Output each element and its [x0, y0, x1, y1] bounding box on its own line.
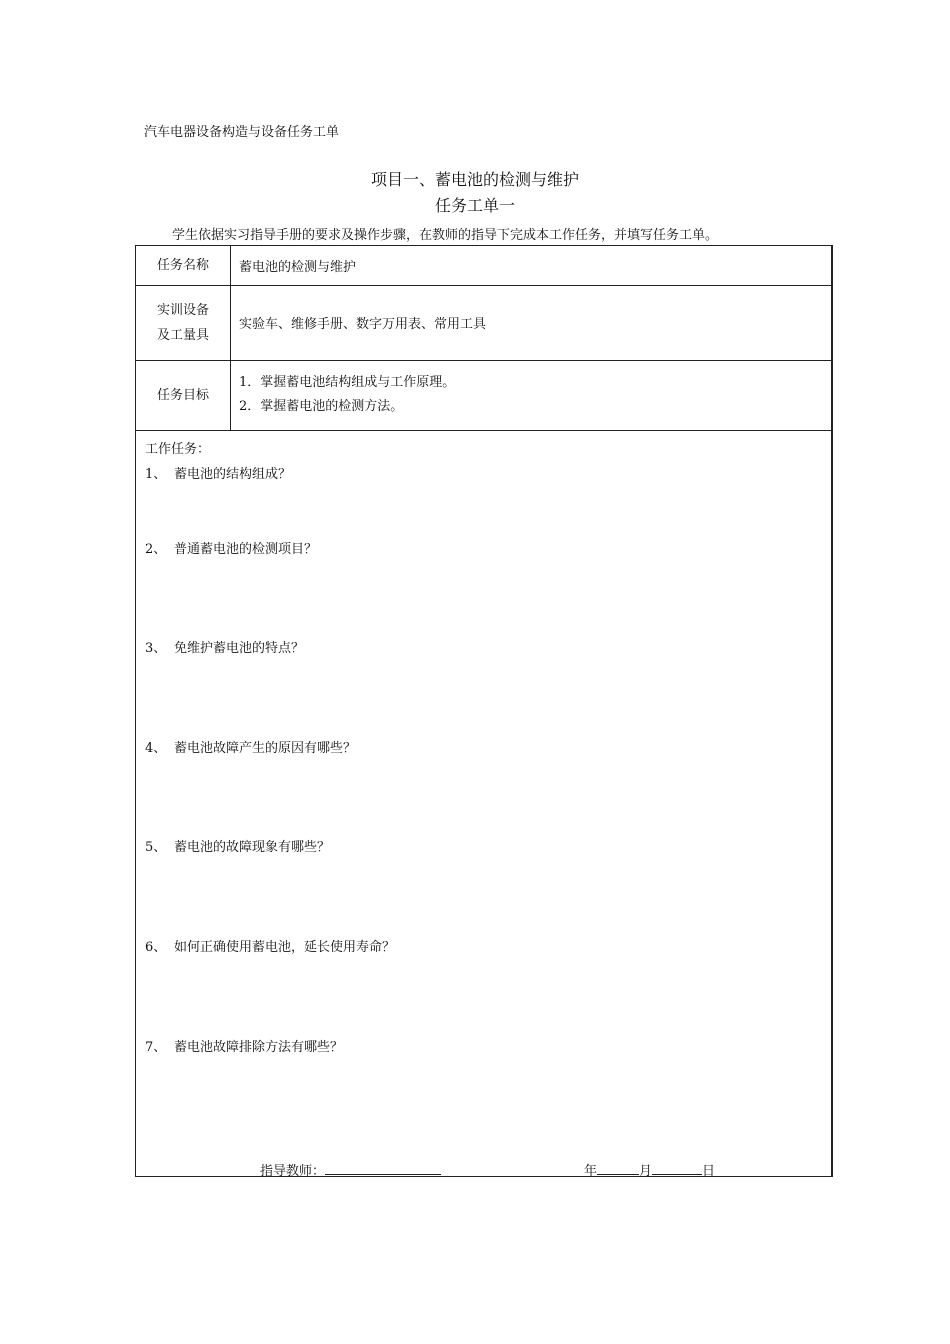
- task-item: [145, 538, 317, 557]
- equipment-label: [136, 285, 231, 360]
- day-blank[interactable]: [652, 1164, 702, 1175]
- task-form-table: [135, 245, 833, 1177]
- work-tasks-heading: 工作任务：: [145, 442, 211, 457]
- date-field: [584, 1160, 715, 1179]
- task-question: 蓄电池故障产生的原因有哪些？: [174, 741, 357, 756]
- equipment-row: [136, 285, 831, 361]
- day-label: 日: [702, 1164, 716, 1179]
- goal-item: 2．掌握蓄电池的检测方法。: [239, 399, 404, 414]
- month-label: 月: [639, 1164, 653, 1179]
- task-question: 普通蓄电池的检测项目？: [174, 542, 318, 557]
- teacher-signature-blank[interactable]: [325, 1164, 441, 1175]
- year-label: 年: [584, 1164, 598, 1179]
- task-question: 免维护蓄电池的特点？: [174, 641, 305, 656]
- task-number: 1、: [145, 467, 167, 482]
- task-item: [145, 936, 395, 955]
- task-question: 蓄电池故障排除方法有哪些？: [174, 1040, 344, 1055]
- equipment-label-line1: 实训设备: [156, 302, 209, 318]
- task-number: 5、: [145, 840, 167, 855]
- task-name-label: 任务名称: [136, 246, 231, 285]
- teacher-signature: [260, 1160, 441, 1179]
- goal-label: 任务目标: [136, 360, 231, 430]
- instruction-text: 学生依据实习指导手册的要求及操作步骤，在教师的指导下完成本工作任务，并填写任务工单。: [172, 228, 719, 243]
- equipment-value: 实验车、维修手册、数字万用表、常用工具: [239, 317, 487, 332]
- teacher-label: 指导教师：: [260, 1164, 326, 1179]
- equipment-label-line2: 及工量具: [156, 327, 209, 343]
- task-name-row: [136, 246, 831, 286]
- task-question: 蓄电池的结构组成？: [174, 467, 292, 482]
- task-number: 4、: [145, 741, 167, 756]
- task-number: 2、: [145, 542, 167, 557]
- task-number: 3、: [145, 641, 167, 656]
- goal-list: [239, 360, 823, 430]
- task-item: [145, 836, 330, 855]
- task-number: 7、: [145, 1040, 167, 1055]
- task-item: [145, 637, 304, 656]
- task-item: [145, 463, 291, 482]
- month-blank[interactable]: [597, 1164, 639, 1175]
- task-item: [145, 1036, 343, 1055]
- task-question: 如何正确使用蓄电池，延长使用寿命？: [174, 940, 396, 955]
- task-item: [145, 737, 356, 756]
- goal-row: [136, 360, 831, 431]
- project-title: 项目一、蓄电池的检测与维护: [370, 170, 579, 189]
- task-name-value: 蓄电池的检测与维护: [239, 260, 357, 275]
- sheet-title: 任务工单一: [434, 196, 515, 215]
- task-question: 蓄电池的故障现象有哪些？: [174, 840, 331, 855]
- document-header: 汽车电器设备构造与设备任务工单: [144, 125, 340, 140]
- goal-item: 1．掌握蓄电池结构组成与工作原理。: [239, 375, 456, 390]
- task-number: 6、: [145, 940, 167, 955]
